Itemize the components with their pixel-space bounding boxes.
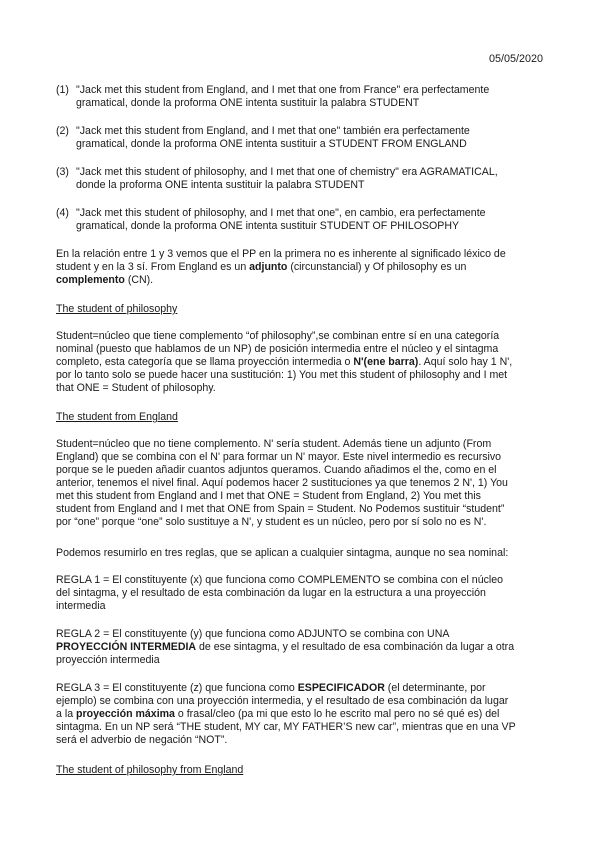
paragraph-line: Student=núcleo que no tiene complemento. N' sería student. Además tiene un adjunto (From: [56, 438, 492, 450]
summary-paragraph: [56, 547, 544, 560]
paragraph-line: student from England and I met that ONE from Spain = Student. No Podemos sustituir “student”: [56, 503, 505, 515]
paragraph-line: REGLA 1 = El constituyente (x) que funciona como COMPLEMENTO se combina con el núcleo: [56, 574, 504, 586]
paragraph-line: met this student from England and I met that ONE = Student from England, 2) You met this: [56, 490, 481, 502]
item-line: gramatical, donde la proforma ONE intenta sustituir STUDENT OF PHILOSOPHY: [76, 220, 460, 232]
paragraph-line: será el adverbio de negación “NOT”.: [56, 734, 228, 746]
rule-3-paragraph: [56, 682, 544, 747]
proyeccion-maxima-term: proyección máxima: [76, 708, 175, 720]
paragraph-line: por “one” porque “one” solo sustituye a N', y student es un núcleo, pero por sí solo no es N'.: [56, 516, 487, 528]
rule-2-paragraph: [56, 628, 544, 667]
item-line: "Jack met this student of philosophy, and I met that one of chemistry" era AGRAMATICAL,: [76, 166, 498, 178]
paragraph-line: completo, esta categoría que se llama proyección intermedia o N'(ene barra). Aquí solo hay 1 N',: [56, 356, 513, 368]
paragraph-line: nominal (puesto que hablamos de un NP) de posición intermedia entre el núcleo y el sintagma: [56, 343, 499, 355]
item-line: gramatical, donde la proforma ONE intenta sustituir a STUDENT FROM ENGLAND: [76, 138, 467, 150]
section-heading-philosophy: The student of philosophy: [56, 303, 178, 315]
paragraph-line: por lo tanto solo se puede hacer una sustitución: 1) You met this student of philosophy and I met: [56, 369, 508, 381]
proyeccion-intermedia-term: PROYECCIÓN INTERMEDIA: [56, 641, 197, 653]
document-date: 05/05/2020: [488, 53, 543, 65]
especificador-term: ESPECIFICADOR: [297, 682, 385, 694]
paragraph-line: ejemplo) se combina con una proyección intermedia, y el resultado de esa combinación da lugar: [56, 695, 509, 707]
paragraph-line: REGLA 2 = El constituyente (y) que funciona como ADJUNTO se combina con UNA: [56, 628, 450, 640]
paragraph-line: sintagma. En un NP será “THE student, MY car, MY FATHER’S new car”, mientras que en una VP: [56, 721, 516, 733]
item-line: "Jack met this student from England, and I met that one from France" era perfectamente: [76, 84, 490, 96]
paragraph-line: intermedia: [56, 600, 106, 612]
section-heading-philosophy-england: The student of philosophy from England: [56, 764, 244, 776]
item-line: "Jack met this student from England, and I met that one" también era perfectamente: [76, 125, 470, 137]
complemento-term: complemento: [56, 274, 125, 286]
relation-paragraph: [56, 248, 544, 287]
paragraph-line: PROYECCIÓN INTERMEDIA de ese sintagma, y el resultado de esa combinación da lugar a otra: [56, 641, 515, 653]
philosophy-paragraph: [56, 330, 544, 395]
paragraph-line: England) que se combina con el N' para formar un N' mayor. Este nivel intermedio es recursivo: [56, 451, 502, 463]
n-bar-term: N'(ene barra): [353, 356, 419, 368]
england-paragraph: [56, 438, 544, 529]
section-heading-england: The student from England: [56, 411, 178, 423]
paragraph-line: proyección intermedia: [56, 654, 160, 666]
paragraph-line: complemento (CN).: [56, 274, 154, 286]
paragraph-line: del sintagma, y el resultado de esta combinación da lugar en la estructura a una proyección: [56, 587, 486, 599]
paragraph-line: anterior, tenemos el nivel final. Aquí podemos hacer 2 sustituciones ya que tenemos 2 N', 1) You: [56, 477, 508, 489]
paragraph-line: REGLA 3 = El constituyente (z) que funciona como ESPECIFICADOR (el determinante, por: [56, 682, 486, 694]
paragraph-line: that ONE = Student of philosophy.: [56, 382, 216, 394]
item-number: (4): [56, 207, 69, 219]
item-number: (3): [56, 166, 69, 178]
paragraph-line: Podemos resumirlo en tres reglas, que se aplican a cualquier sintagma, aunque no sea nominal:: [56, 547, 509, 559]
paragraph-line: a la proyección máxima o frasal/cleo (pa mi que esto lo he escrito mal pero no sé qué es) del: [56, 708, 500, 720]
paragraph-line: student y en la 3 sí. From England es un adjunto (circunstancial) y Of philosophy es un: [56, 261, 467, 273]
rule-1-paragraph: [56, 574, 544, 613]
item-line: "Jack met this student of philosophy, and I met that one", en cambio, era perfectamente: [76, 207, 486, 219]
paragraph-line: Student=núcleo que tiene complemento “of philosophy”,se combinan entre sí en una categoría: [56, 330, 500, 342]
item-line: gramatical, donde la proforma ONE intenta sustituir la palabra STUDENT: [76, 97, 420, 109]
item-line: donde la proforma ONE intenta sustituir la palabra STUDENT: [76, 179, 365, 191]
paragraph-line: En la relación entre 1 y 3 vemos que el PP en la primera no es inherente al significado léxico de: [56, 248, 506, 260]
item-number: (1): [56, 84, 69, 96]
item-number: (2): [56, 125, 69, 137]
adjunto-term: adjunto: [249, 261, 288, 273]
paragraph-line: porque se le pueden añadir cuantos adjuntos queramos. Cuando añadimos el the, como en el: [56, 464, 497, 476]
